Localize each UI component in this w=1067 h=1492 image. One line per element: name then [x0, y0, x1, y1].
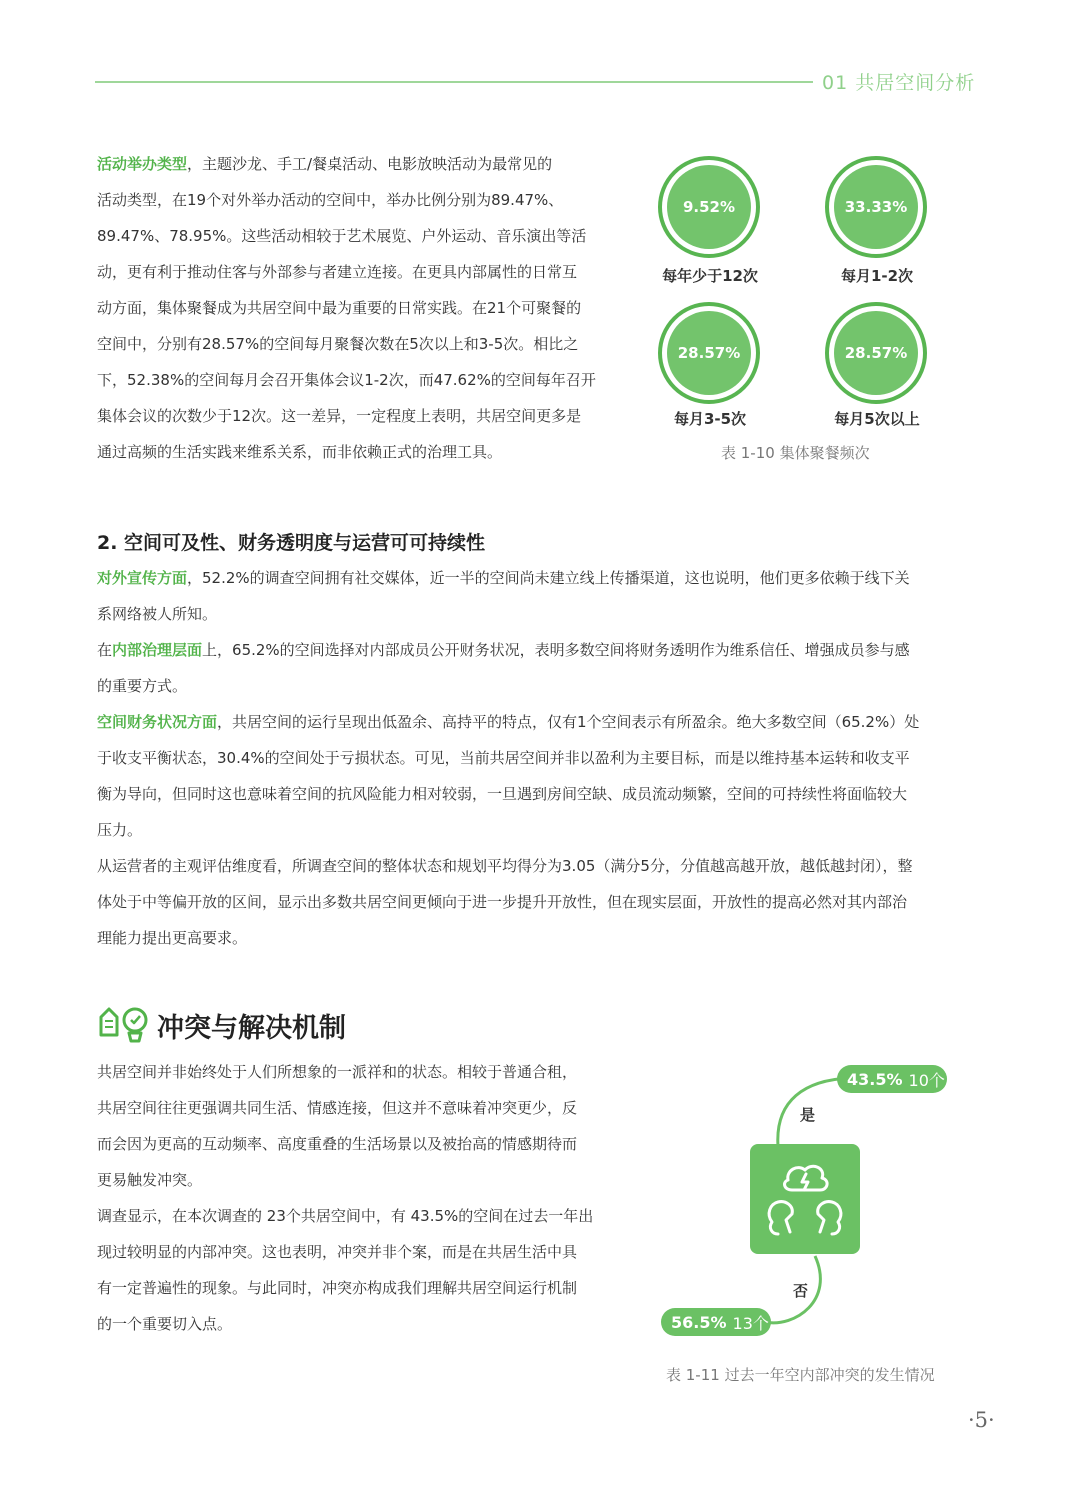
no-pill — [661, 1308, 771, 1336]
highlight-text: 活动举办类型 — [97, 155, 188, 173]
stat-item — [640, 150, 780, 290]
text-line — [97, 1234, 617, 1270]
stat-label: 每年少于12次 — [662, 267, 758, 285]
stat-value: 9.52% — [667, 165, 751, 249]
body-text: 89.47%、78.95%。这些活动相较于艺术展览、户外运动、音乐演出等活 — [97, 227, 587, 245]
table-caption-1-11: 表 1-11 过去一年空内部冲突的发生情况 — [666, 1366, 935, 1384]
text-line — [97, 254, 617, 290]
stat-label: 每月1-2次 — [840, 267, 914, 285]
yes-label: 是 — [800, 1106, 816, 1124]
text-line — [97, 1054, 617, 1090]
chapter-title: 01 共居空间分析 — [822, 72, 976, 94]
text-line — [97, 1198, 617, 1234]
text-line — [97, 434, 617, 470]
yes-pill — [837, 1065, 947, 1093]
dining-stats — [640, 150, 960, 470]
text-line — [97, 668, 972, 704]
text-line — [97, 740, 972, 776]
body-text: 现过较明显的内部冲突。这也表明，冲突并非个案，而是在共居生活中具 — [97, 1243, 578, 1261]
body-text: 通过高频的生活实践来维系关系，而非依赖正式的治理工具。 — [97, 443, 503, 461]
no-percent: 56.5% — [671, 1312, 727, 1332]
stat-item — [640, 296, 780, 436]
text-line — [97, 1090, 617, 1126]
conflict-paragraph — [97, 1054, 617, 1342]
text-line — [97, 920, 972, 956]
body-text: 在 — [97, 641, 113, 659]
body-text: 理能力提出更高要求。 — [97, 929, 248, 947]
stat-donut — [658, 156, 760, 258]
conflict-heading: 冲突与解决机制 — [157, 1013, 346, 1044]
body-text: 调查显示，在本次调查的 23个共居空间中，有 43.5%的空间在过去一年出 — [97, 1207, 594, 1225]
body-text: 动方面，集体聚餐成为共居空间中最为重要的日常实践。在21个可聚餐的 — [97, 299, 582, 317]
stat-label: 每月5次以上 — [834, 410, 920, 428]
body-text: 体处于中等偏开放的区间，显示出多数共居空间更倾向于进一步提升开放性，但在现实层面，开放性的提高必然对其内部治 — [97, 893, 908, 911]
text-line — [97, 596, 972, 632]
body-text: 的一个重要切入点。 — [97, 1315, 233, 1333]
body-text: 共居空间往往更强调共同生活、情感连接，但这并不意味着冲突更少，反 — [97, 1099, 578, 1117]
section2-paragraph — [97, 560, 972, 956]
highlight-text: 对外宣传方面 — [97, 569, 188, 587]
body-text: 上，65.2%的空间选择对内部成员公开财务状况，表明多数空间将财务透明作为维系信任、增强成员参与感 — [202, 641, 910, 659]
text-line — [97, 1162, 617, 1198]
no-label: 否 — [793, 1282, 809, 1300]
text-line — [97, 398, 617, 434]
body-text: 于收支平衡状态，30.4%的空间处于亏损状态。可见，当前共居空间并非以盈利为主要目标，而是以维持基本运转和收支平 — [97, 749, 910, 767]
body-text: ，共居空间的运行呈现出低盈余、高持平的特点，仅有1个空间表示有所盈余。绝大多数空间（65.2%）处 — [217, 713, 920, 731]
table-caption-1-10: 表 1-10 集体聚餐频次 — [721, 444, 870, 462]
body-text: ，主题沙龙、手工/餐桌活动、电影放映活动为最常见的 — [187, 155, 553, 173]
section-heading: 2. 空间可及性、财务透明度与运营可可持续性 — [97, 532, 486, 554]
body-text: 下，52.38%的空间每月会召开集体会议1-2次，而47.62%的空间每年召开 — [97, 371, 596, 389]
body-text: 衡为导向，但同时这也意味着空间的抗风险能力相对较弱，一旦遇到房间空缺、成员流动频繁，空间的可持续性将面临较大 — [97, 785, 908, 803]
body-text: ，52.2%的调查空间拥有社交媒体，近一半的空间尚未建立线上传播渠道，这也说明，他们更多依赖于线下关 — [187, 569, 910, 587]
text-line — [97, 1126, 617, 1162]
yes-count: 10个 — [908, 1070, 945, 1090]
conflict-chart — [655, 1060, 965, 1350]
stat-donut — [825, 156, 927, 258]
body-text: 共居空间并非始终处于人们所想象的一派祥和的状态。相较于普通合租， — [97, 1063, 578, 1081]
stat-label: 每月3-5次 — [673, 410, 747, 428]
page-number: ·5· — [968, 1408, 995, 1432]
text-line — [97, 560, 972, 596]
body-text: 动，更有利于推动住客与外部参与者建立连接。在更具内部属性的日常互 — [97, 263, 578, 281]
conflict-icon — [95, 1003, 151, 1045]
text-line — [97, 884, 972, 920]
body-text: 更易触发冲突。 — [97, 1171, 203, 1189]
text-line — [97, 1306, 617, 1342]
stat-donut — [825, 302, 927, 404]
conflict-illustration — [750, 1144, 860, 1254]
stat-item — [807, 150, 947, 290]
body-text: 空间中，分别有28.57%的空间每月聚餐次数在5次以上和3-5次。相比之 — [97, 335, 579, 353]
body-text: 系网络被人所知。 — [97, 605, 218, 623]
text-line — [97, 182, 617, 218]
highlight-text: 内部治理层面 — [112, 641, 203, 659]
stat-value: 28.57% — [834, 311, 918, 395]
body-text: 从运营者的主观评估维度看，所调查空间的整体状态和规划平均得分为3.05（满分5分，分值越高越开放，越低越封闭），整 — [97, 857, 913, 875]
text-line — [97, 146, 617, 182]
body-text: 的重要方式。 — [97, 677, 188, 695]
text-line — [97, 362, 617, 398]
stat-value: 33.33% — [834, 165, 918, 249]
body-text: 压力。 — [97, 821, 143, 839]
text-line — [97, 326, 617, 362]
yes-percent: 43.5% — [847, 1069, 903, 1089]
text-line — [97, 812, 972, 848]
text-line — [97, 1270, 617, 1306]
body-text: 有一定普遍性的现象。与此同时，冲突亦构成我们理解共居空间运行机制 — [97, 1279, 578, 1297]
header-divider — [95, 81, 813, 83]
no-count: 13个 — [732, 1313, 769, 1333]
activities-paragraph — [97, 146, 617, 470]
text-line — [97, 218, 617, 254]
highlight-text: 空间财务状况方面 — [97, 713, 218, 731]
text-line — [97, 704, 972, 740]
text-line — [97, 290, 617, 326]
text-line — [97, 776, 972, 812]
text-line — [97, 632, 972, 668]
stat-donut — [658, 302, 760, 404]
stat-item — [807, 296, 947, 436]
text-line — [97, 848, 972, 884]
body-text: 而会因为更高的互动频率、高度重叠的生活场景以及被抬高的情感期待而 — [97, 1135, 578, 1153]
body-text: 集体会议的次数少于12次。这一差异，一定程度上表明，共居空间更多是 — [97, 407, 582, 425]
stat-value: 28.57% — [667, 311, 751, 395]
body-text: 活动类型，在19个对外举办活动的空间中，举办比例分别为89.47%、 — [97, 191, 564, 209]
